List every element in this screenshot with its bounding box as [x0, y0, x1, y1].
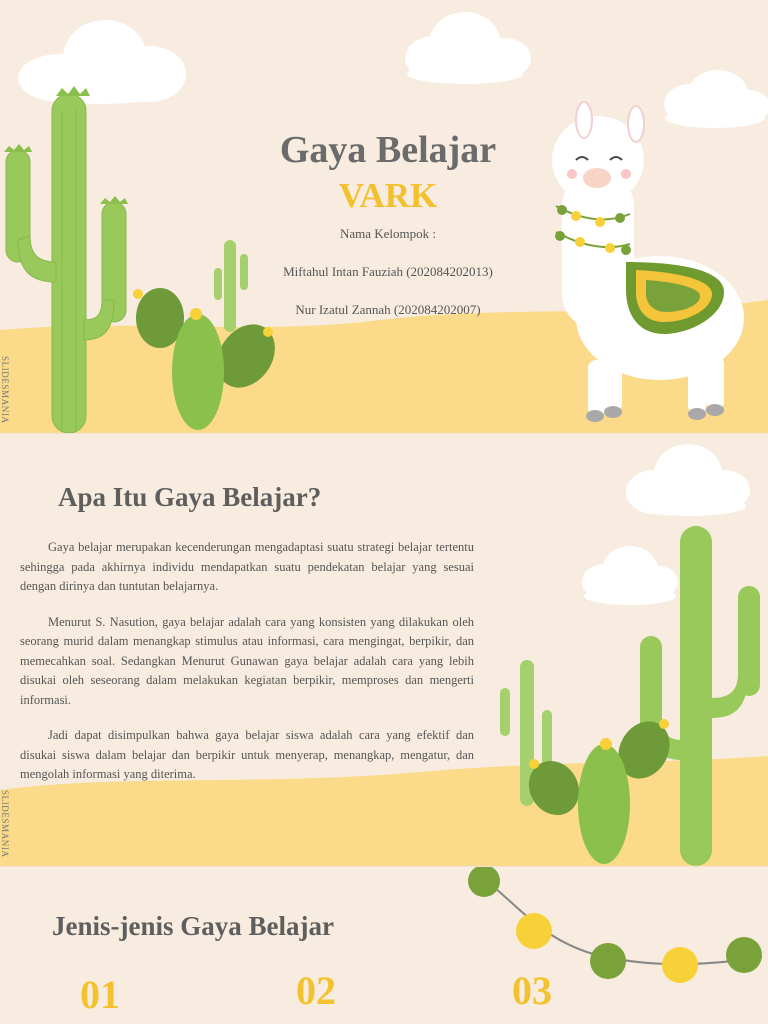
slide-subtitle: VARK: [338, 176, 438, 215]
item-number: 02: [296, 968, 336, 1013]
cloud-icon: [18, 20, 186, 104]
slide-title: Gaya Belajar: [279, 129, 497, 171]
definition-slide: [0, 434, 768, 866]
paragraph: Menurut S. Nasution, gaya belajar adalah cara yang konsisten yang dilakukan oleh seorang murid dalam menangkap stimulus atau informasi, cara mengingat, berpikir, dan memecahkan soal. Sedangkan Menurut Gunawan gaya belajar adalah cara yang lebih disukai oleh seseorang dalam melakukan kegiatan berpikir, memproses dan mengerti informasi.: [20, 614, 474, 707]
cloud-icon: [582, 546, 678, 605]
pompom-icon: [468, 867, 762, 983]
member-name: Miftahul Intan Fauziah (202084202013): [283, 264, 493, 279]
small-cactus-icon: [214, 240, 248, 332]
slide-title: Apa Itu Gaya Belajar?: [58, 482, 322, 512]
definition-text: [20, 538, 474, 801]
slide-title: Jenis-jenis Gaya Belajar: [52, 911, 334, 941]
group-label: Nama Kelompok :: [339, 226, 437, 241]
cloud-icon: [405, 12, 531, 84]
paragraph: Gaya belajar merupakan kecenderungan mengadaptasi suatu strategi belajar tertentu sehingga pada akhirnya individu mendapatkan suatu pendekatan belajar yang sesuai dengan dirinya dan tuntutan belajarnya.: [20, 540, 474, 593]
item-number: 01: [80, 972, 120, 1017]
cloud-icon: [664, 70, 768, 128]
brand-watermark: SLIDESMANIA: [0, 356, 10, 424]
member-name: Nur Izatul Zannah (202084202007): [295, 302, 481, 317]
title-slide: [0, 0, 768, 433]
cloud-icon: [626, 444, 750, 516]
paragraph: Jadi dapat disimpulkan bahwa gaya belajar siswa adalah cara yang efektif dan disukai siswa dalam belajar dan berpikir untuk menyerap, menangkap, mengatur, dan mengolah informasi yang diterima.: [20, 728, 474, 781]
brand-watermark: SLIDESMANIA: [0, 790, 10, 858]
item-number: 03: [512, 968, 552, 1013]
types-slide: [0, 867, 768, 1024]
desert-illustration: [0, 0, 768, 433]
